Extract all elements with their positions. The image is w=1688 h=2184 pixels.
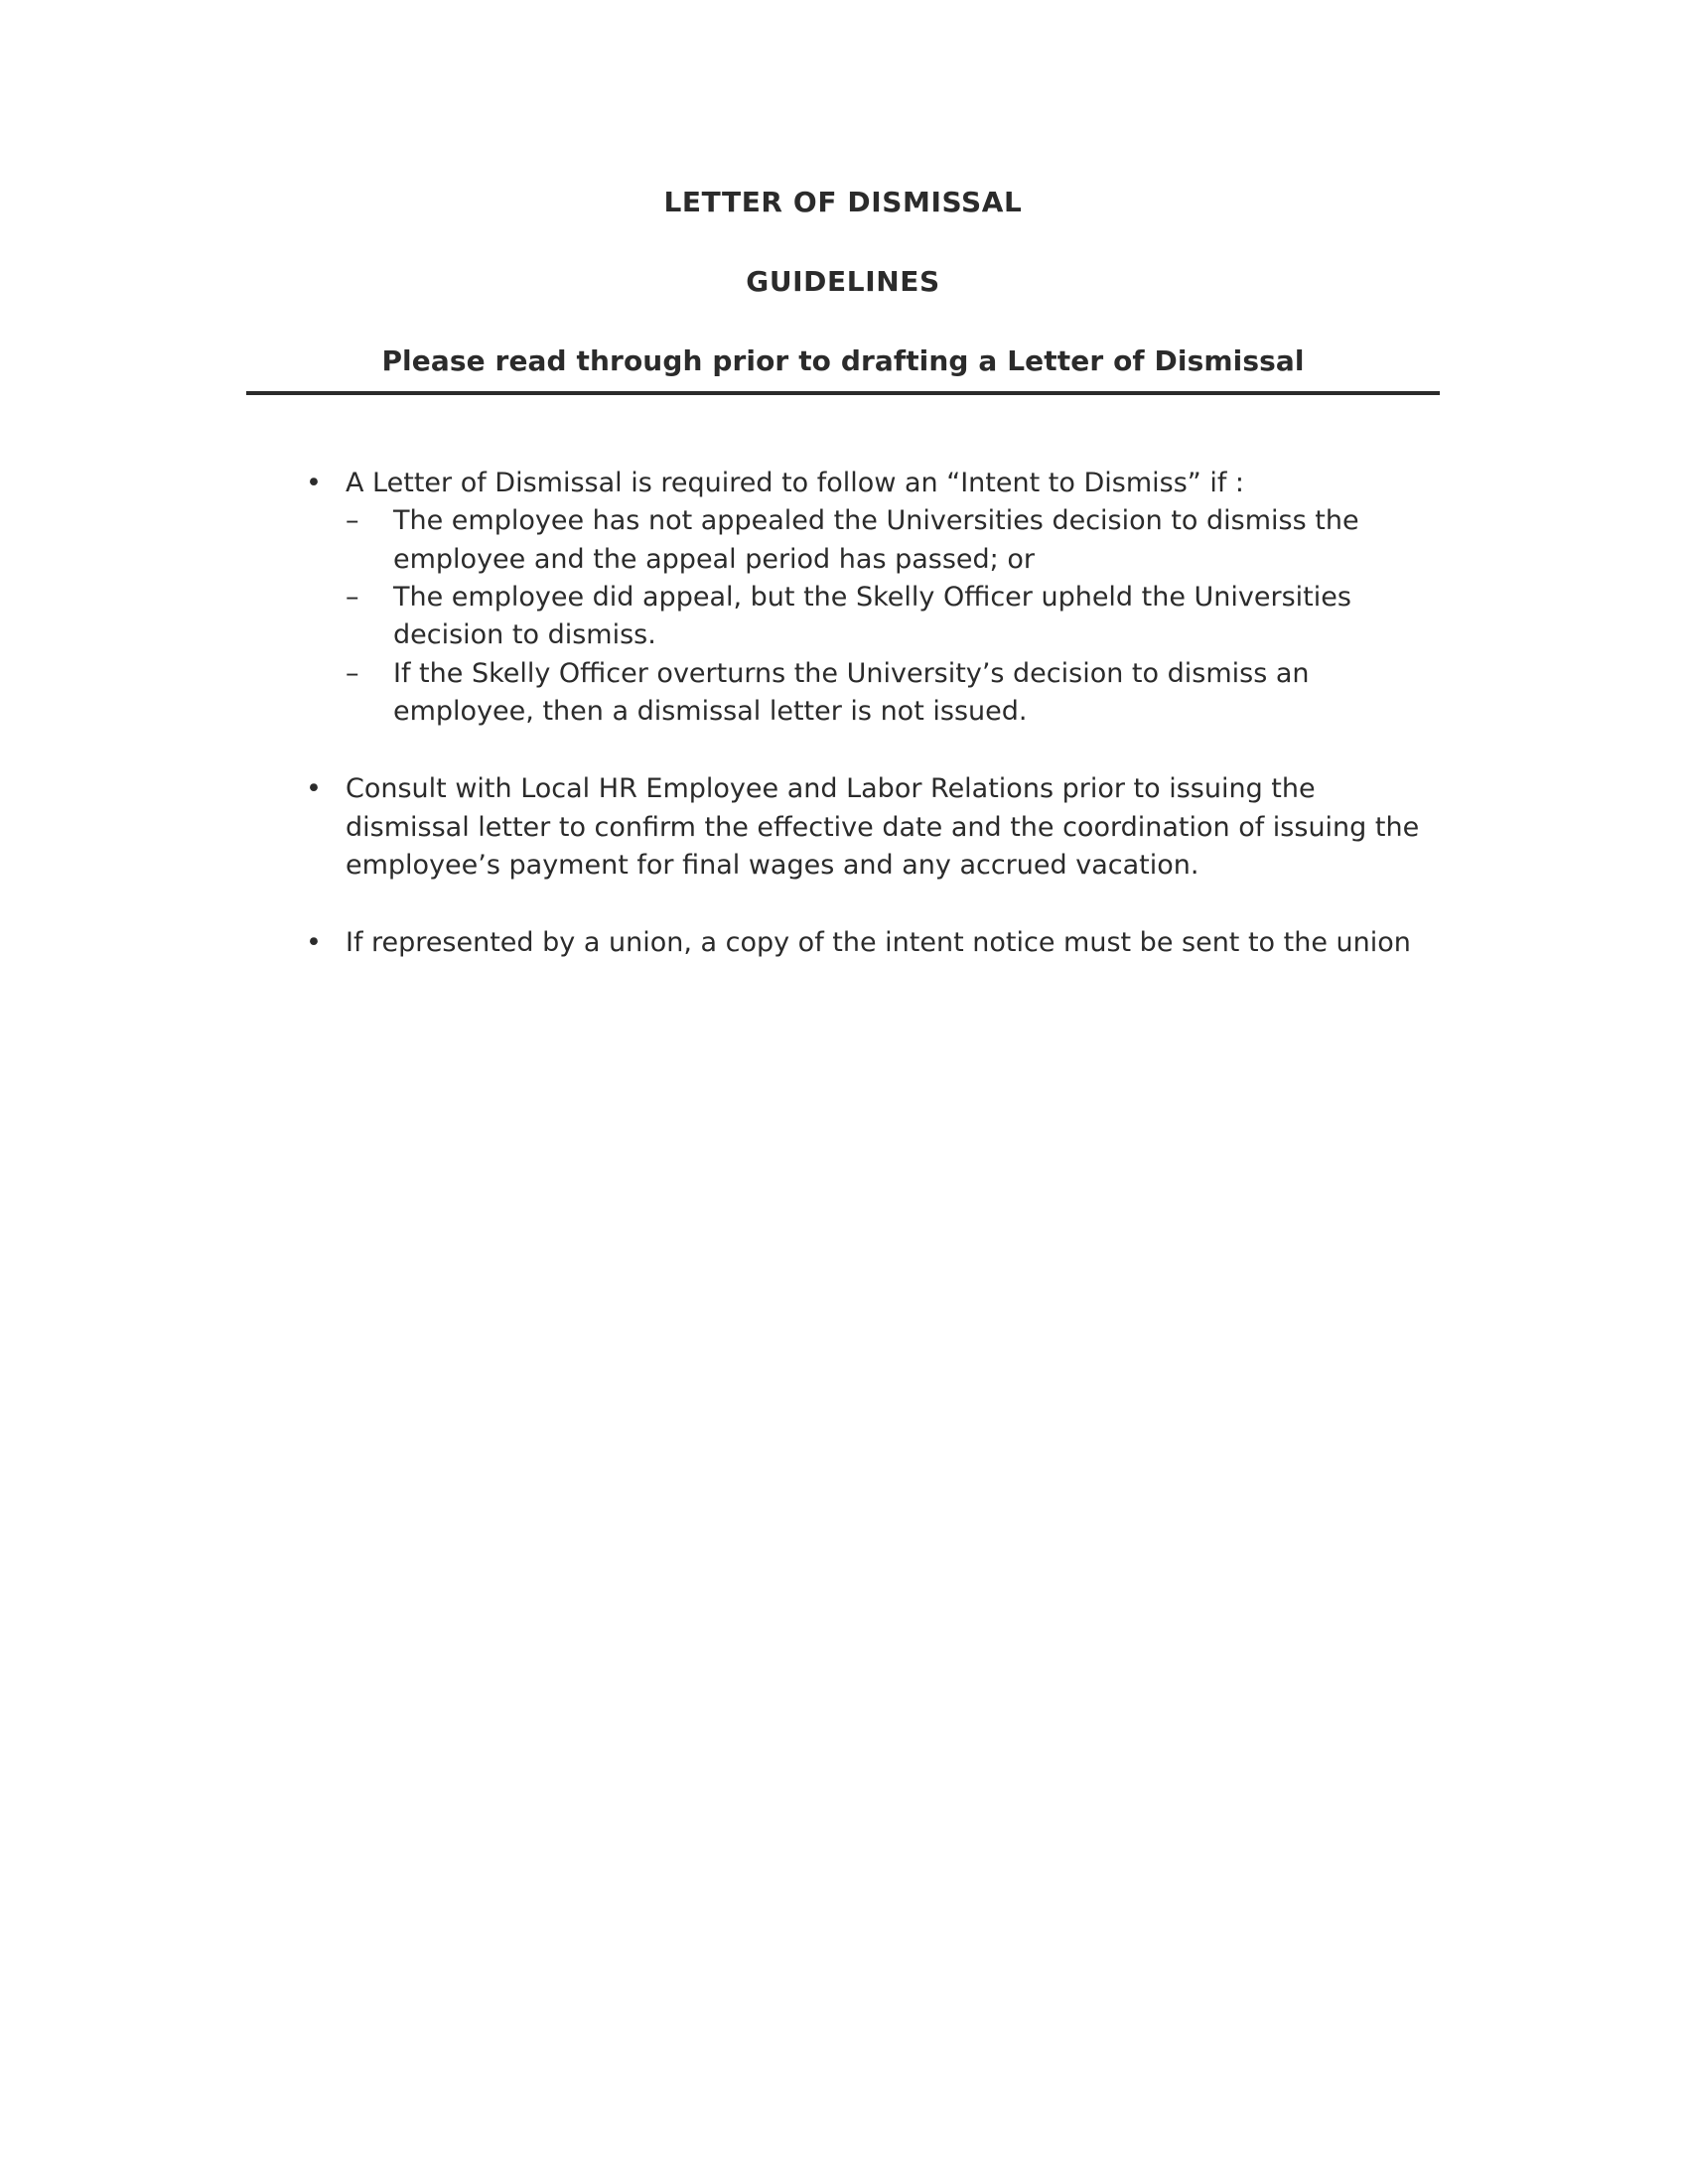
dash-marker-icon: – [346,657,359,689]
list-item [306,465,1438,731]
sub-list-item [346,655,1438,732]
sub-list-item [346,502,1438,579]
list-item [306,770,1438,885]
page-title: LETTER OF DISMISSAL [663,186,1023,218]
sub-list-item-text: If the Skelly Officer overturns the University’s decision to dismiss an employee, then a dismissal letter is not issued. [393,657,1310,727]
sub-list [346,502,1438,731]
heading-block [246,179,1440,395]
dash-marker-icon: – [346,581,359,613]
sub-list-item-text: The employee did appeal, but the Skelly Officer upheld the Universities decision to dismiss. [393,581,1351,651]
bullet-marker-icon: • [306,927,322,959]
page-subtitle: GUIDELINES [746,265,940,298]
guidelines-body [306,465,1438,963]
guidelines-list [306,465,1438,963]
list-item-text: If represented by a union, a copy of the intent notice must be sent to the union [346,927,1411,959]
sub-list-item-text: The employee has not appealed the Universities decision to dismiss the employee and the appeal period has passed; or [393,505,1359,575]
heading-divider [246,391,1440,395]
dash-marker-icon: – [346,505,359,537]
list-item-text: Consult with Local HR Employee and Labor Relations prior to issuing the dismissal letter to confirm the effective date and the coordination of issuing the employee’s payment for final wages and any accrued vacation. [346,773,1420,881]
bullet-marker-icon: • [306,468,322,498]
list-item-text: A Letter of Dismissal is required to follow an “Intent to Dismiss” if : [346,468,1245,498]
bullet-marker-icon: • [306,773,322,805]
list-item [306,924,1438,962]
page-instruction: Please read through prior to drafting a Letter of Dismissal [381,344,1305,377]
sub-list-item [346,579,1438,655]
